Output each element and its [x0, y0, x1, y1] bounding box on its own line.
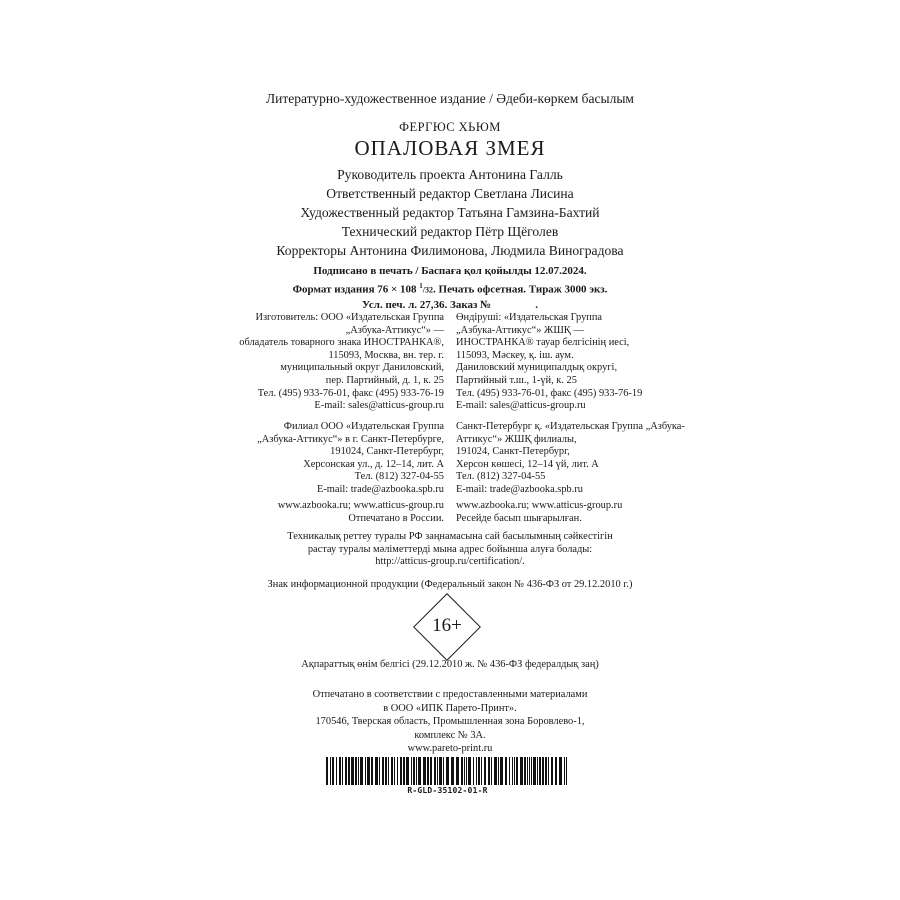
barcode-bar — [473, 757, 474, 785]
credit-line: Технический редактор Пётр Щёголев — [341, 224, 559, 239]
barcode-bar — [464, 757, 465, 785]
barcode-bar — [505, 757, 507, 785]
info-line: 115093, Москва, вн. тер. г. — [328, 349, 444, 361]
barcode-bar — [551, 757, 553, 785]
info-line: обладатель товарного знака ИНОСТРАНКА®, — [239, 337, 444, 349]
barcode-bar — [351, 757, 354, 785]
credit-line: Корректоры Антонина Филимонова, Людмила Виноградова — [276, 243, 624, 258]
printer-info — [0, 688, 900, 756]
info-line: www.azbooka.ru; www.atticus-group.ru — [456, 500, 623, 511]
barcode-bar — [406, 757, 409, 785]
info-line: „Азбука-Аттикус“» ЖШҚ — — [456, 324, 584, 336]
barcode-bar — [385, 757, 387, 785]
print-details — [0, 264, 900, 312]
format-line — [0, 279, 900, 298]
info-line: www.pareto-print.ru — [407, 743, 493, 755]
barcode-bar — [451, 757, 454, 785]
info-line: растау туралы мәліметтерді мына адрес бойынша алуға болады: — [307, 543, 593, 555]
barcode-bar — [397, 757, 398, 785]
format-prefix: Формат издания 76 × 108 — [292, 283, 420, 296]
info-line: „Азбука-Аттикус“» в г. Санкт-Петербурге, — [257, 433, 444, 445]
barcode-bar — [484, 757, 486, 785]
format-suffix: . Печать офсетная. Тираж 3000 экз. — [433, 283, 608, 296]
barcode-bar — [478, 757, 480, 785]
info-line: Отпечатано в России. — [348, 512, 444, 524]
branch-block-ru — [200, 421, 444, 497]
barcode-bar — [371, 757, 373, 785]
websites-block-ru — [200, 500, 444, 525]
barcode-bar — [559, 757, 562, 785]
barcode-bar — [367, 757, 370, 785]
info-line: Партийный т.ш., 1-үй, к. 25 — [456, 374, 577, 386]
info-line: Тел. (812) 327-04-55 — [456, 471, 546, 483]
barcode-bar — [388, 757, 389, 785]
barcode-bar — [514, 757, 515, 785]
barcode-bar — [365, 757, 366, 785]
info-product-sign-ru: Знак информационной продукции (Федеральный закон № 436-ФЗ от 29.12.2010 г.) — [267, 579, 633, 590]
barcode-bar — [360, 757, 363, 785]
barcode-bar — [437, 757, 438, 785]
barcode-bar — [456, 757, 459, 785]
info-line: комплекс № 3А. — [414, 729, 486, 741]
barcode-bar — [527, 757, 528, 785]
info-line: Тел. (495) 933-76-01, факс (495) 933-76-19 — [456, 387, 643, 399]
websites-block-kz — [456, 500, 716, 525]
info-line: Техникалық реттеу туралы РФ заңнамасына сай басылымның сәйкестігін — [287, 531, 613, 542]
barcode-bar — [332, 757, 334, 785]
barcode-bar — [375, 757, 378, 785]
barcode-bar — [542, 757, 544, 785]
barcode-bar — [342, 757, 343, 785]
info-line: www.azbooka.ru; www.atticus-group.ru — [277, 500, 444, 511]
barcode-bar — [427, 757, 429, 785]
barcode-bar — [491, 757, 492, 785]
credit-line: Художественный редактор Татьяна Гамзина-Бахтий — [300, 205, 600, 220]
barcode-bar — [531, 757, 532, 785]
barcode-bar — [446, 757, 449, 785]
barcode-bar — [516, 757, 518, 785]
barcode-bar — [330, 757, 331, 785]
barcode-bar — [481, 757, 482, 785]
branch-block-kz — [456, 421, 716, 497]
barcode-bar — [418, 757, 421, 785]
info-line: Даниловский муниципалдық округі, — [456, 362, 618, 374]
publisher-block-ru — [200, 312, 444, 413]
info-line: 191024, Санкт-Петербург, — [456, 446, 570, 458]
info-line: E-mail: trade@azbooka.spb.ru — [317, 483, 444, 495]
info-line: ИНОСТРАНКА® тауар белгісінің иесі, — [456, 337, 630, 349]
barcode-bar — [476, 757, 477, 785]
barcode-bar — [400, 757, 402, 785]
print-sheets: Усл. печ. л. 27,36. Заказ № . — [362, 298, 538, 311]
barcode-bar — [403, 757, 405, 785]
barcode-bar — [498, 757, 499, 785]
info-line: муниципальный округ Даниловский, — [280, 362, 444, 374]
staff-credits — [0, 165, 900, 260]
barcode-bar — [461, 757, 463, 785]
info-line: Херсонская ул., д. 12–14, лит. А — [303, 458, 444, 470]
info-line: Тел. (812) 327-04-55 — [354, 471, 444, 483]
info-line: 115093, Мәскеу, қ. іш. аум. — [456, 349, 574, 361]
info-line: пер. Партийный, д. 1, к. 25 — [325, 374, 444, 386]
barcode-bar — [439, 757, 442, 785]
age-rating: 16+ — [432, 615, 462, 636]
barcode-bar — [533, 757, 536, 785]
barcode-bar — [348, 757, 350, 785]
barcode-bar — [564, 757, 565, 785]
info-line: Отпечатано в соответствии с предоставленными материалами — [312, 689, 588, 700]
format-fraction-num: 1 — [419, 281, 423, 290]
info-line: http://atticus-group.ru/certification/. — [375, 556, 525, 568]
barcode-bar — [545, 757, 547, 785]
barcode-bar — [468, 757, 471, 785]
info-line: Санкт-Петербург қ. «Издательская Группа „Азбука- — [456, 421, 685, 432]
certification-note — [0, 531, 900, 569]
barcode-bar — [466, 757, 467, 785]
barcode-bar — [494, 757, 497, 785]
barcode-bar — [326, 757, 328, 785]
info-product-sign-kz: Ақпараттық өнім белгісі (29.12.2010 ж. № 436-ФЗ федералдық заң) — [301, 659, 599, 670]
barcode-bar — [520, 757, 523, 785]
barcode-bar — [355, 757, 357, 785]
barcode-bar — [394, 757, 395, 785]
info-line: Тел. (495) 933-76-01, факс (495) 933-76-19 — [257, 387, 444, 399]
edition-type: Литературно-художественное издание / Әдеби-көркем басылым — [266, 91, 634, 106]
info-line: 170546, Тверская область, Промышленная зона Боровлево-1, — [315, 716, 585, 728]
barcode-bar — [539, 757, 541, 785]
info-line: Өндіруші: «Издательская Группа — [456, 312, 603, 323]
book-title: ОПАЛОВАЯ ЗМЕЯ — [354, 136, 546, 160]
info-line: E-mail: sales@atticus-group.ru — [314, 400, 444, 412]
credit-line: Ответственный редактор Светлана Лисина — [326, 186, 574, 201]
barcode-bar — [524, 757, 526, 785]
info-line: E-mail: trade@azbooka.spb.ru — [456, 483, 583, 495]
barcode-bar — [488, 757, 490, 785]
signed-to-print: Подписано в печать / Баспаға қол қойылды 12.07.2024. — [313, 265, 587, 277]
info-line: в ООО «ИПК Парето-Принт». — [383, 702, 517, 714]
barcode-bar — [537, 757, 538, 785]
barcode-bar — [416, 757, 417, 785]
barcode-bar — [345, 757, 347, 785]
author-name: ФЕРГЮС ХЬЮМ — [399, 120, 501, 134]
barcode-bar — [509, 757, 510, 785]
info-line: Филиал ООО «Издательская Группа — [283, 421, 444, 432]
barcode-bar — [358, 757, 359, 785]
barcode-bar — [336, 757, 337, 785]
barcode-bar — [566, 757, 567, 785]
info-line: Изготовитель: ООО «Издательская Группа — [255, 312, 444, 323]
barcode-bar — [430, 757, 432, 785]
barcode-bar — [500, 757, 503, 785]
credit-line: Руководитель проекта Антонина Галль — [337, 167, 563, 182]
barcode — [326, 757, 569, 785]
info-line: Аттикус“» ЖШҚ филиалы, — [456, 433, 577, 445]
barcode-bar — [339, 757, 341, 785]
barcode-bar — [548, 757, 549, 785]
barcode-bar — [555, 757, 557, 785]
barcode-bar — [443, 757, 444, 785]
barcode-bar — [434, 757, 436, 785]
info-line: Ресейде басып шығарылған. — [456, 512, 582, 524]
barcode-bar — [391, 757, 393, 785]
info-line: 191024, Санкт-Петербург, — [330, 446, 444, 458]
barcode-bar — [411, 757, 412, 785]
barcode-bar — [382, 757, 384, 785]
publisher-block-kz — [456, 312, 716, 413]
barcode-bar — [529, 757, 530, 785]
format-fraction-den: /32 — [422, 285, 434, 295]
barcode-number: R-GLD-35102-01-R — [407, 786, 488, 795]
info-line: E-mail: sales@atticus-group.ru — [456, 400, 586, 412]
barcode-bar — [379, 757, 380, 785]
barcode-bar — [512, 757, 513, 785]
info-line: „Азбука-Аттикус“» — — [345, 324, 444, 336]
info-line: Херсон көшесі, 12–14 үй, лит. А — [456, 458, 599, 470]
barcode-bar — [413, 757, 415, 785]
barcode-bar — [423, 757, 426, 785]
